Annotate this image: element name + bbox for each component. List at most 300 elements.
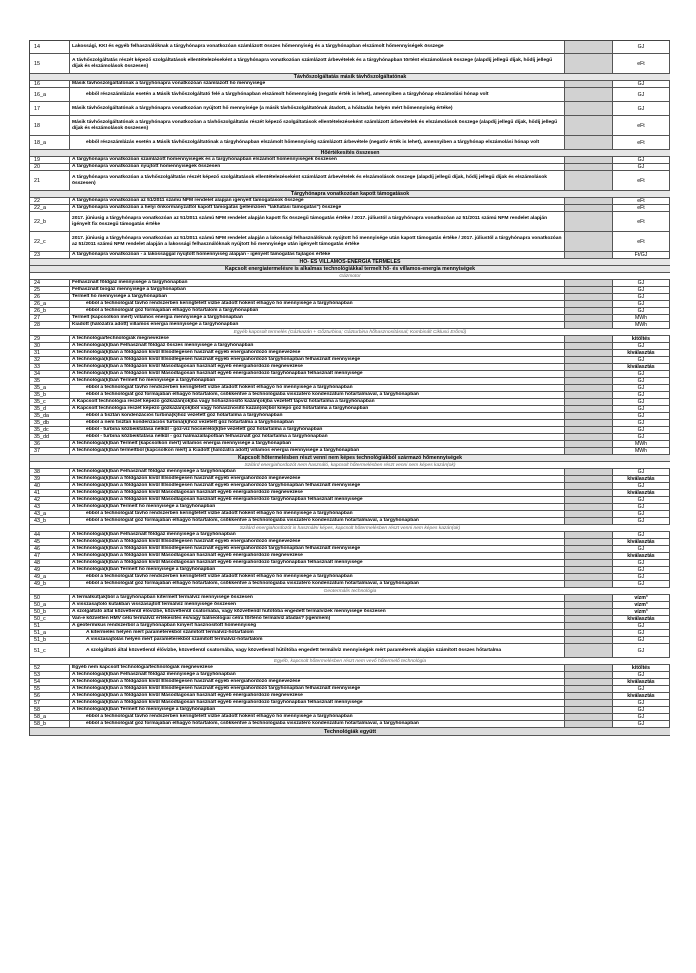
row-id: 58	[30, 707, 70, 713]
row-description: ebből a technológiát távhő rendszerben keringtetett vízbe átadott hőként elhagyó hő mennyisége a tárgyhónapban	[70, 301, 565, 307]
row-description: A termálkút(ak)ból a tárgyhónapban kitermelt termálvíz mennyisége összesen	[70, 595, 565, 601]
row-id: 58_a	[30, 714, 70, 720]
value-input-cell[interactable]	[565, 157, 613, 163]
subsection-header-label: Geotermális technológia	[323, 588, 377, 594]
row-id: 34	[30, 371, 70, 377]
value-input-cell[interactable]	[565, 343, 613, 349]
row-description: ebből - turbina közbeiktatása nélkül - gőz-víz hőcserélő(k)be vezetett gőz hőtartalma a tárgyhónapban	[70, 427, 565, 433]
row-id: 22_a	[30, 205, 70, 211]
row-description: Másik távhőszolgáltatónak a tárgyhónapra vonatkozóan számlázott hő mennyisége	[70, 81, 565, 87]
row-description: A technológiá(k)ban Termelt hő mennyisége a tárgyhónapban	[70, 567, 565, 573]
row-description: ebből a technológiát távhő rendszerben keringtetett vízbe átadott hőként elhagyó hő mennyisége a tárgyhónapban	[70, 385, 565, 391]
table-row	[30, 504, 670, 511]
table-row	[30, 532, 670, 539]
row-id: 35_a	[30, 385, 70, 391]
row-description: A technológiá(k)ban Felhasznált földgáz mennyisége a tárgyhónapban	[70, 672, 565, 678]
table-row	[30, 707, 670, 714]
table-row	[30, 294, 670, 301]
unit-cell: GJ	[613, 581, 670, 587]
value-input-cell[interactable]	[565, 371, 613, 377]
value-input-cell[interactable]	[565, 623, 613, 629]
unit-cell: MWh	[613, 441, 670, 447]
row-id: 36	[30, 441, 70, 447]
table-row	[30, 553, 670, 560]
unit-cell: GJ	[613, 157, 670, 163]
section-header-label: Távhőszolgáltatás másik távhőszolgáltatónak	[293, 74, 407, 80]
total-header	[30, 728, 670, 736]
unit-cell: vízm³	[613, 609, 670, 615]
table-row	[30, 136, 670, 150]
row-id: 27	[30, 315, 70, 321]
table-row	[30, 567, 670, 574]
table-row	[30, 595, 670, 602]
unit-cell: GJ	[613, 280, 670, 286]
unit-cell: MWh	[613, 315, 670, 321]
subsection-header	[30, 329, 670, 336]
table-row	[30, 686, 670, 693]
section-header	[30, 191, 670, 198]
value-input-cell[interactable]	[565, 546, 613, 552]
value-input-cell[interactable]	[565, 497, 613, 503]
table-row	[30, 413, 670, 420]
row-description: ebből a technológiát távhő rendszerben keringtetett vízbe átadott hőként elhagyó hő mennyisége a tárgyhónapban	[70, 714, 565, 720]
table-row	[30, 679, 670, 686]
subsection-header-label: Szilárd energiahordozót nem használó, kapcsolt hőtermelésben részt venni nem képes kazán(ok)	[244, 462, 456, 468]
unit-cell: GJ	[613, 483, 670, 489]
unit-cell: GJ	[613, 546, 670, 552]
section-header-label: Kapcsolt energiatermelésre is alkalmas technológiákkal termelt hő- és villamos-energia mennyiségek	[225, 266, 475, 272]
row-description: ebből a tisztán kondenzációs turbiná(k)hoz vezetett gőz hőtartalma a tárgyhónapban	[70, 413, 565, 419]
row-id: 18	[30, 116, 70, 135]
row-description: Lakossági, KKI és egyéb felhasználóknak a tárgyhónapra vonatkozóan számlázott összes hőmennyiség és a tárgyhónapban elszámolt hőmennyiségek összege	[70, 41, 565, 53]
row-description: A technológiá(k)ban a földgázon kívül Másodlagosan használt egyéb energiahordozó tárgyhónapban felhasznált mennyisége	[70, 371, 565, 377]
row-id: 57	[30, 700, 70, 706]
unit-cell: eFt	[613, 136, 670, 149]
row-description: A technológiá(k)ban a földgázon kívül Másodlagosan használt egyéb energiahordozó tárgyhónapban felhasznált mennyisége	[70, 560, 565, 566]
row-id: 22	[30, 198, 70, 204]
row-id: 49_b	[30, 581, 70, 587]
table-row	[30, 232, 670, 252]
unit-cell: GJ	[613, 644, 670, 657]
unit-cell: GJ	[613, 504, 670, 510]
row-description: A tárgyhónapra vonatkozóan - a lakossággal nyújtott hőmennyiség alapján - igényelt támogatás fajlagos értéke	[70, 252, 565, 258]
row-id: 48	[30, 560, 70, 566]
row-id: 22_b	[30, 212, 70, 231]
row-description: A technológiá(k)ban a földgázon kívül Elsődlegesen használt egyéb energiahordozó tárgyhónapban felhasznált mennyisége	[70, 483, 565, 489]
row-description: A technológiá(k)ban a földgázon kívül Másodlagosan használt egyéb energiahordozó megnevezése	[70, 553, 565, 559]
table-row	[30, 116, 670, 136]
table-row	[30, 420, 670, 427]
row-id: 51	[30, 623, 70, 629]
value-input-cell[interactable]	[565, 707, 613, 713]
value-input-cell[interactable]	[565, 427, 613, 433]
unit-cell: kiválasztás	[613, 553, 670, 559]
value-input-cell[interactable]	[565, 350, 613, 356]
row-id: 21	[30, 171, 70, 190]
row-description: ebből a technológiát távhő rendszerben keringtetett vízbe átadott hőként elhagyó hő mennyisége a tárgyhónapban	[70, 574, 565, 580]
value-input-cell[interactable]	[565, 164, 613, 170]
unit-cell: kiválasztás	[613, 679, 670, 685]
table-row	[30, 252, 670, 259]
value-input-cell[interactable]	[565, 392, 613, 398]
row-description: A technológiá(k)ban Felhasznált földgáz mennyisége a tárgyhónapban	[70, 469, 565, 475]
row-description: A visszasajtolás helyén mért paraméterekből számított termálvíz-hőtartalom	[70, 637, 565, 643]
value-input-cell[interactable]	[565, 434, 613, 440]
row-id: 26_a	[30, 301, 70, 307]
row-description: A technológiá(k)ban a földgázon kívül Elsődlegesen használt egyéb energiahordozó megnevezése	[70, 679, 565, 685]
unit-cell: GJ	[613, 81, 670, 87]
section-header-label: Hőértékesítés összesen	[320, 150, 380, 156]
row-description: A tárgyhónapra vonatkozóan az 51/2011 számú NFM rendelet alapján igényelt támogatások összege	[70, 198, 565, 204]
row-id: 24	[30, 280, 70, 286]
table-row	[30, 171, 670, 191]
table-row	[30, 164, 670, 171]
value-input-cell[interactable]	[565, 532, 613, 538]
row-description: A technológiá(k)ban termeltből (kapcsolkon mért) a Kiadott (hálózatra adott) villamos energia mennyisége a tárgyhónapban	[70, 448, 565, 454]
row-id: 35_b	[30, 392, 70, 398]
unit-cell: GJ	[613, 287, 670, 293]
value-input-cell[interactable]	[565, 294, 613, 300]
unit-cell: GJ	[613, 371, 670, 377]
row-description: A technológiá(k)ban Termelt hő mennyisége a tárgyhónapban	[70, 707, 565, 713]
unit-cell: eFt	[613, 116, 670, 135]
unit-cell: GJ	[613, 469, 670, 475]
row-id: 19	[30, 157, 70, 163]
row-id: 49	[30, 567, 70, 573]
table-row	[30, 644, 670, 658]
table-row	[30, 280, 670, 287]
table-row	[30, 336, 670, 343]
value-input-cell[interactable]	[565, 609, 613, 615]
value-input-cell[interactable]	[565, 483, 613, 489]
table-row	[30, 602, 670, 609]
table-row	[30, 427, 670, 434]
table-row	[30, 539, 670, 546]
value-input-cell[interactable]	[565, 693, 613, 699]
row-id: 39	[30, 476, 70, 482]
row-description: A technológiá(k)ban Felhasznált földgáz mennyisége a tárgyhónapban	[70, 532, 565, 538]
table-row	[30, 198, 670, 205]
row-description: Másik távhőszolgáltatónak a tárgyhónapra vonatkozóan nyújtott hő mennyisége (a másik távhőszolgáltatónak átadott, a hőátadás helyén mért hőmennyiség értéke)	[70, 102, 565, 115]
row-description: A tárgyhónapra vonatkozóan számlázott hőmennyiségek és a tárgyhónapban elszámolt hőmennyiségek összesen	[70, 157, 565, 163]
value-input-cell[interactable]	[565, 476, 613, 482]
value-input-cell[interactable]	[565, 420, 613, 426]
value-input-cell[interactable]	[565, 378, 613, 384]
value-input-cell[interactable]	[565, 336, 613, 342]
unit-cell: GJ	[613, 406, 670, 412]
unit-cell: GJ	[613, 357, 670, 363]
table-row	[30, 434, 670, 441]
unit-cell: GJ	[613, 518, 670, 524]
unit-cell: Ft/GJ	[613, 252, 670, 258]
value-input-cell[interactable]	[565, 364, 613, 370]
row-description: ebből a technológiát gőz formájában elhagyó hőtartalom a tárgyhónapban	[70, 308, 565, 314]
table-row	[30, 343, 670, 350]
unit-cell: GJ	[613, 434, 670, 440]
value-input-cell[interactable]	[565, 581, 613, 587]
row-id: 18_a	[30, 136, 70, 149]
row-id: 28	[30, 322, 70, 328]
row-id: 26_b	[30, 308, 70, 314]
table-row	[30, 714, 670, 721]
value-input-cell[interactable]	[565, 88, 613, 101]
row-description: ebből a technológiát gőz formájában elhagyó hőtartalom, csökkentve a technológiába visszatérő kondenzátum hőtartalmával, a tárgyhónapban	[70, 581, 565, 587]
row-description: A technológiá(k)ban a földgázon kívül Másodlagosan használt egyéb energiahordozó megnevezése	[70, 693, 565, 699]
row-description: Felhasznált földgáz mennyisége a tárgyhónapban	[70, 280, 565, 286]
unit-cell: kitöltés	[613, 336, 670, 342]
value-input-cell[interactable]	[565, 686, 613, 692]
value-input-cell[interactable]	[565, 560, 613, 566]
table-row	[30, 483, 670, 490]
value-input-cell[interactable]	[565, 518, 613, 524]
value-input-cell[interactable]	[565, 385, 613, 391]
subsection-header	[30, 658, 670, 665]
unit-cell: MWh	[613, 322, 670, 328]
value-input-cell[interactable]	[565, 81, 613, 87]
table-row	[30, 357, 670, 364]
table-row	[30, 448, 670, 455]
row-id: 20	[30, 164, 70, 170]
value-input-cell[interactable]	[565, 102, 613, 115]
value-input-cell[interactable]	[565, 357, 613, 363]
value-input-cell[interactable]	[565, 280, 613, 286]
unit-cell: GJ	[613, 427, 670, 433]
unit-cell: GJ	[613, 413, 670, 419]
subsection-header-label: Gázmotor	[339, 273, 361, 279]
value-input-cell[interactable]	[565, 511, 613, 517]
table-row	[30, 490, 670, 497]
unit-cell: GJ	[613, 294, 670, 300]
value-input-cell[interactable]	[565, 721, 613, 727]
unit-cell: GJ	[613, 378, 670, 384]
row-id: 32	[30, 357, 70, 363]
subsection-header-label: Egyéb kapcsolt termelés (Gázkazán + Gőzturbina; Gázturbina hőhasznosítással; Kombinált Ciklusú Erőmű)	[233, 329, 467, 335]
row-description: A technológiá(k)ban Termelt hő mennyisége a tárgyhónapban	[70, 504, 565, 510]
value-input-cell[interactable]	[565, 413, 613, 419]
unit-cell: GJ	[613, 672, 670, 678]
table-row	[30, 350, 670, 357]
value-input-cell[interactable]	[565, 504, 613, 510]
unit-cell: GJ	[613, 511, 670, 517]
subsection-header-label: Szilárd energiahordozót is használni képes, kapcsolt hőtermelésben részt venni nem képes kazán(ok)	[239, 525, 461, 531]
table-row	[30, 157, 670, 164]
section-header-label: Kapcsolt hőtermelésben részt venni nem képes technológiákból származó hőmennyiségek	[238, 455, 462, 461]
unit-cell: GJ	[613, 574, 670, 580]
row-description: Van-e közvetlen HMV célú termálvíz értékesítés és/vagy balneológiai célra történő termálvíz átadás? (igen/nem)	[70, 616, 565, 622]
row-id: 47	[30, 553, 70, 559]
table-row	[30, 399, 670, 406]
row-description: A technológia/technológiák megnevezése	[70, 336, 565, 342]
table-row	[30, 88, 670, 102]
row-description: A technológiá(k)ban a földgázon kívül Másodlagosan használt egyéb energiahordozó tárgyhónapban felhasznált mennyisége	[70, 497, 565, 503]
section-header	[30, 74, 670, 81]
subsection-header	[30, 525, 670, 532]
unit-cell: GJ	[613, 623, 670, 629]
row-description: A technológiá(k)ban a földgázon kívül Elsődlegesen használt egyéb energiahordozó tárgyhónapban felhasznált mennyisége	[70, 686, 565, 692]
value-input-cell[interactable]	[565, 700, 613, 706]
value-input-cell[interactable]	[565, 637, 613, 643]
unit-cell: GJ	[613, 567, 670, 573]
unit-cell: eFt	[613, 212, 670, 231]
value-input-cell[interactable]	[565, 54, 613, 73]
unit-cell: kiválasztás	[613, 616, 670, 622]
value-input-cell[interactable]	[565, 322, 613, 328]
table-row	[30, 672, 670, 679]
unit-cell: kiválasztás	[613, 539, 670, 545]
table-row	[30, 623, 670, 630]
value-input-cell[interactable]	[565, 567, 613, 573]
table-row	[30, 693, 670, 700]
unit-cell: eFt	[613, 198, 670, 204]
row-id: 14	[30, 41, 70, 53]
row-description: Termelt hő mennyisége a tárgyhónapban	[70, 294, 565, 300]
row-description: 2017. júniusig a tárgyhónapra vonatkozóan az 51/2011 számú NFM rendelet alapján a lakossági felhasználóknak nyújtott hő mennyisége után kapott támogatás értéke / 2017. júliustól a tárgyhónapra vonatkozóan az 51/2011 számú NFM rendelet alapján a lakossági felhasználóknak nyújtott hő mennyisége után igényelt támogatás értéke	[70, 232, 565, 251]
unit-cell: GJ	[613, 392, 670, 398]
row-id: 17	[30, 102, 70, 115]
row-id: 46	[30, 546, 70, 552]
row-id: 42	[30, 497, 70, 503]
row-id: 35_c	[30, 399, 70, 405]
row-description: Felhasznált biogáz mennyisége a tárgyhónapban	[70, 287, 565, 293]
table-row	[30, 81, 670, 88]
row-description: A technológiá(k)ban Termelt (kapcsolkon mért) villamos energia mennyisége a tárgyhónapban	[70, 441, 565, 447]
value-input-cell[interactable]	[565, 644, 613, 657]
value-input-cell[interactable]	[565, 301, 613, 307]
value-input-cell[interactable]	[565, 41, 613, 53]
row-id: 50	[30, 595, 70, 601]
unit-cell: vízm³	[613, 595, 670, 601]
unit-cell: eFt	[613, 232, 670, 251]
row-id: 30	[30, 343, 70, 349]
value-input-cell[interactable]	[565, 116, 613, 135]
unit-cell: GJ	[613, 630, 670, 636]
row-description: A technológiá(k)ban Termelt hő mennyisége a tárgyhónapban	[70, 378, 565, 384]
row-id: 40	[30, 483, 70, 489]
row-id: 43_a	[30, 511, 70, 517]
value-input-cell[interactable]	[565, 308, 613, 314]
row-description: ebből a technológiát távhő rendszerben keringtetett vízbe átadott hőként elhagyó hő mennyisége a tárgyhónapban	[70, 511, 565, 517]
value-input-cell[interactable]	[565, 602, 613, 608]
value-input-cell[interactable]	[565, 212, 613, 231]
row-id: 52	[30, 665, 70, 671]
table-row	[30, 371, 670, 378]
row-id: 43_b	[30, 518, 70, 524]
value-input-cell[interactable]	[565, 287, 613, 293]
value-input-cell[interactable]	[565, 448, 613, 454]
table-row	[30, 560, 670, 567]
row-description: A tárgyhónapra vonatkozóan a távhőszolgáltatás részét képező szolgáltatások ellentételezéseként számlázott árbevételek és elszámolások összege (alapdíj jellegű díjak, hődíj jellegű díjak és elszámolások összesen)	[70, 171, 565, 190]
unit-cell: kiválasztás	[613, 350, 670, 356]
value-input-cell[interactable]	[565, 441, 613, 447]
row-description: A Kapcsolt technológia részét képező gőzkazán(ok)ból vagy hőhasznosító kazán(ok)ból kilépő gőz hőtartalma a tárgyhónapban	[70, 406, 565, 412]
value-input-cell[interactable]	[565, 539, 613, 545]
unit-cell: kiválasztás	[613, 476, 670, 482]
subsection-header-label: Egyéb, kapcsolt hőtermelésben részt nem vevő hőtermelő technológia	[273, 658, 427, 664]
table-row	[30, 518, 670, 525]
table-row	[30, 406, 670, 413]
row-id: 16_a	[30, 88, 70, 101]
value-input-cell[interactable]	[565, 399, 613, 405]
table-row	[30, 322, 670, 329]
table-row	[30, 637, 670, 644]
value-input-cell[interactable]	[565, 672, 613, 678]
table-row	[30, 392, 670, 399]
unit-cell: GJ	[613, 164, 670, 170]
row-description: A visszasajtoló kutakban visszasajtolt termálvíz mennyisége összesen	[70, 602, 565, 608]
row-description: A kitermelés helyén mért paraméterekből számított termálvíz-hőtartalom	[70, 630, 565, 636]
value-input-cell[interactable]	[565, 171, 613, 190]
table-row	[30, 469, 670, 476]
row-id: 50_b	[30, 609, 70, 615]
value-input-cell[interactable]	[565, 616, 613, 622]
table-row	[30, 721, 670, 728]
table-row	[30, 665, 670, 672]
value-input-cell[interactable]	[565, 679, 613, 685]
value-input-cell[interactable]	[565, 469, 613, 475]
value-input-cell[interactable]	[565, 553, 613, 559]
row-description: A távhőszolgáltatás részét képező szolgáltatások ellentételezéseként a tárgyhónapra vonatkozóan számlázott árbevételek és a tárgyhónapban történt elszámolások összege (alapdíj jellegű díjak, hődíj jellegű díjak és elszámolások összesen)	[70, 54, 565, 73]
value-input-cell[interactable]	[565, 315, 613, 321]
table-row	[30, 497, 670, 504]
value-input-cell[interactable]	[565, 595, 613, 601]
row-description: A tárgyhónapra vonatkozóan nyújtott hőmennyiségek összesen	[70, 164, 565, 170]
row-description: A technológiá(k)ban a földgázon kívül Másodlagosan használt egyéb energiahordozó megnevezése	[70, 364, 565, 370]
row-description: A technológiá(k)ban Felhasznált földgáz összes mennyisége a tárgyhónapban	[70, 343, 565, 349]
row-description: ebből a nem tisztán kondenzációs turbiná(k)hoz vezetett gőz hőtartalma a tárgyhónapban	[70, 420, 565, 426]
table-row	[30, 287, 670, 294]
row-id: 22_c	[30, 232, 70, 251]
value-input-cell[interactable]	[565, 198, 613, 204]
row-id: 45	[30, 539, 70, 545]
row-description: A szolgáltató által közvetlenül élővízbe, közvetlenül csatornába, vagy közvetlenül hűtőtóba engedett termálvízek mennyisége összesen	[70, 609, 565, 615]
value-input-cell[interactable]	[565, 714, 613, 720]
table-row	[30, 378, 670, 385]
section-header-label: Tárgyhónapra vonatkozóan kapott támogatások	[290, 191, 410, 197]
row-id: 15	[30, 54, 70, 73]
table-row	[30, 385, 670, 392]
row-description: ebből - turbina közbeiktatása nélkül - gőz halmazállapotban felhasznált gőz hőtartalma a tárgyhónapban	[70, 434, 565, 440]
row-description: A geotermikus rendszerből a tárgyhónapban kinyert hasznosított hőmennyiség	[70, 623, 565, 629]
row-id: 35_d	[30, 406, 70, 412]
table-row	[30, 581, 670, 588]
row-description: A technológiá(k)ban a földgázon kívül Másodlagosan használt egyéb energiahordozó megnevezése	[70, 490, 565, 496]
row-id: 50_c	[30, 616, 70, 622]
row-description: ebből a technológiát gőz formájában elhagyó hőtartalom, csökkentve a technológiába visszatérő kondenzátum hőtartalmával, a tárgyhónapban	[70, 721, 565, 727]
value-input-cell[interactable]	[565, 252, 613, 258]
section-header	[30, 259, 670, 266]
value-input-cell[interactable]	[565, 205, 613, 211]
row-description: A technológiá(k)ban a földgázon kívül Elsődlegesen használt egyéb energiahordozó megnevezése	[70, 539, 565, 545]
report-table	[29, 40, 670, 736]
value-input-cell[interactable]	[565, 232, 613, 251]
total-header-label: Technológiák együtt	[323, 728, 376, 735]
value-input-cell[interactable]	[565, 665, 613, 671]
row-id: 37	[30, 448, 70, 454]
value-input-cell[interactable]	[565, 490, 613, 496]
value-input-cell[interactable]	[565, 574, 613, 580]
table-row	[30, 205, 670, 212]
unit-cell: GJ	[613, 637, 670, 643]
value-input-cell[interactable]	[565, 136, 613, 149]
row-description: Egyéb nem kapcsolt technológia/technológiák megnevezése	[70, 665, 565, 671]
table-row	[30, 546, 670, 553]
value-input-cell[interactable]	[565, 630, 613, 636]
unit-cell: GJ	[613, 343, 670, 349]
row-description: ebből a technológiát gőz formájában elhagyó hőtartalom, csökkentve a technológiába visszatérő kondenzátum hőtartalmával, a tárgyhónapban	[70, 392, 565, 398]
unit-cell: MWh	[613, 448, 670, 454]
table-row	[30, 364, 670, 371]
value-input-cell[interactable]	[565, 406, 613, 412]
